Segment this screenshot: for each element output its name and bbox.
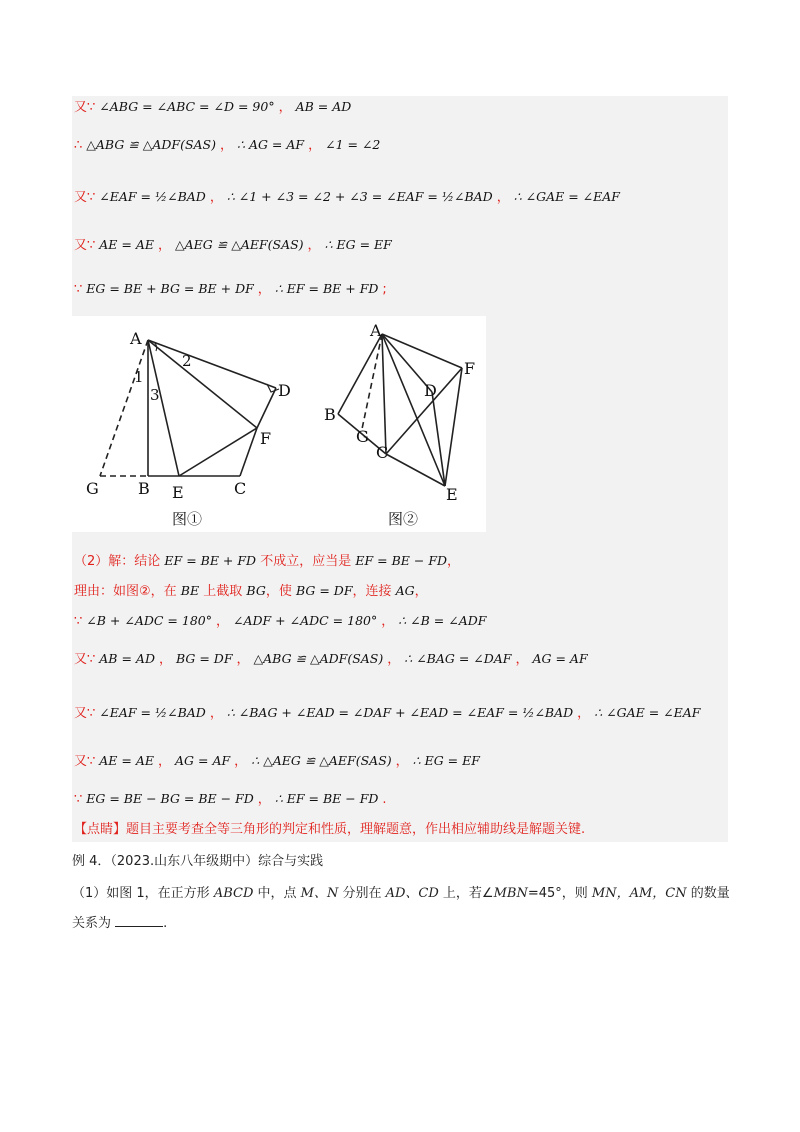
- math-expression: ∠EAF = ½∠BAD: [99, 189, 206, 204]
- part1-line: 又∵ ∠ABG = ∠ABC = ∠D = 90° ， AB = AD: [74, 99, 352, 115]
- math-expression: ∠1 = ∠2: [325, 137, 381, 152]
- fig1-label-G: G: [86, 479, 99, 498]
- part2-line: ∵ EG = BE − BG = BE − FD ， ∴ EF = BE − FD .: [74, 791, 387, 807]
- fig1-label-F: F: [260, 429, 272, 448]
- fig2-label-E: E: [446, 485, 458, 504]
- part1-line: ∴ △ABG ≌ △ADF(SAS) ， ∴ AG = AF ， ∠1 = ∠2: [74, 137, 381, 153]
- line-end: ;: [382, 282, 387, 297]
- example-title: 例 4．（2023.山东八年级期中）综合与实践: [72, 854, 324, 869]
- fig2-caption: 图②: [388, 510, 419, 528]
- math-expression: ∴ ∠GAE = ∠EAF: [513, 189, 620, 204]
- part2-reason: 理由：如图②，在 BE 上截取 BG，使 BG = DF，连接 AG，: [74, 583, 428, 599]
- reason-prefix: 又∵: [74, 652, 96, 667]
- math-expression: AE = AE: [99, 237, 155, 252]
- math-expression: AG = AF: [175, 753, 231, 768]
- fig1-label-B: B: [138, 479, 150, 498]
- reason-prefix: ∴: [74, 138, 83, 153]
- math-expression: EG = BE − BG = BE − FD: [86, 791, 254, 806]
- part2-line: ∵ ∠B + ∠ADC = 180° ， ∠ADF + ∠ADC = 180° ， ∴ ∠B = ∠ADF: [74, 613, 487, 629]
- fig2-label-A: A: [370, 321, 382, 340]
- fig1-caption: 图①: [172, 510, 203, 528]
- reason-prefix: 又∵: [74, 754, 96, 769]
- math-expression: △ABG ≌ △ADF(SAS): [253, 651, 384, 666]
- part2-intro: （2）解：结论 EF = BE + FD 不成立，应当是 EF = BE − FD，: [74, 553, 461, 569]
- part1-line: 又∵ AE = AE ， △AEG ≌ △AEF(SAS) ， ∴ EG = EF: [74, 237, 392, 253]
- fig1-label-D: D: [278, 381, 291, 400]
- math-expression: ∴ EG = EF: [324, 237, 392, 252]
- fig1-label-C: C: [234, 479, 247, 498]
- reason-prefix: 又∵: [74, 190, 96, 205]
- example-question-1-line2: 关系为 .: [72, 916, 168, 931]
- fig1-label-1: 1: [134, 368, 144, 386]
- fig2-label-C: C: [376, 443, 389, 462]
- figure-svg: [72, 316, 486, 532]
- example-question-1: （1）如图 1，在正方形 ABCD 中，点 M、N 分别在 AD、CD 上，若∠MBN=45°，则 MN，AM，CN 的数量: [72, 886, 730, 901]
- part2-line: 又∵ AE = AE ， AG = AF ， ∴ △AEG ≌ △AEF(SAS) ， ∴ EG = EF: [74, 753, 480, 769]
- math-expression: ∴ ∠1 + ∠3 = ∠2 + ∠3 = ∠EAF = ½∠BAD: [226, 189, 493, 204]
- math-expression: AE = AE: [99, 753, 155, 768]
- math-expression: ∴ △AEG ≌ △AEF(SAS): [251, 753, 392, 768]
- math-expression: EG = BE + BG = BE + DF: [86, 281, 254, 296]
- math-expression: ∠B + ∠ADC = 180°: [86, 613, 212, 628]
- math-expression: ∴ ∠B = ∠ADF: [398, 613, 487, 628]
- reason-prefix: ∵: [74, 614, 83, 629]
- fig1-label-A: A: [130, 329, 142, 348]
- math-expression: AB = AD: [99, 651, 155, 666]
- math-expression: △AEG ≌ △AEF(SAS): [175, 237, 304, 252]
- reason-prefix: ∵: [74, 282, 83, 297]
- part2-line: 又∵ ∠EAF = ½∠BAD ， ∴ ∠BAG + ∠EAD = ∠DAF + ∠EAD = ∠EAF = ½∠BAD ， ∴ ∠GAE = ∠EAF: [74, 705, 701, 721]
- part1-line: 又∵ ∠EAF = ½∠BAD ， ∴ ∠1 + ∠3 = ∠2 + ∠3 = ∠EAF = ½∠BAD ， ∴ ∠GAE = ∠EAF: [74, 189, 620, 205]
- reason-prefix: ∵: [74, 792, 83, 807]
- math-expression: ∴ EF = BE + FD: [274, 281, 379, 296]
- math-expression: AB = AD: [295, 99, 352, 114]
- reason-prefix: 又∵: [74, 238, 96, 253]
- line-end: .: [382, 792, 387, 807]
- math-expression: ∠EAF = ½∠BAD: [99, 705, 206, 720]
- fig2-label-G: G: [356, 427, 369, 446]
- math-expression: ∴ ∠BAG + ∠EAD = ∠DAF + ∠EAD = ∠EAF = ½∠BAD: [226, 705, 574, 720]
- fig2-label-D: D: [424, 381, 437, 400]
- answer-blank[interactable]: [115, 914, 163, 927]
- math-expression: △ABG ≌ △ADF(SAS): [86, 137, 216, 152]
- math-expression: ∴ AG = AF: [237, 137, 305, 152]
- math-expression: AG = AF: [532, 651, 588, 666]
- part1-line: ∵ EG = BE + BG = BE + DF ， ∴ EF = BE + FD ;: [74, 281, 387, 297]
- fig1-label-3: 3: [150, 386, 160, 404]
- math-expression: ∠ABG = ∠ABC = ∠D = 90°: [99, 99, 275, 114]
- reason-prefix: 又∵: [74, 706, 96, 721]
- math-expression: ∴ EF = BE − FD: [274, 791, 379, 806]
- fig2-label-F: F: [464, 359, 476, 378]
- fig1-label-2: 2: [182, 352, 192, 370]
- fig1-label-E: E: [172, 483, 184, 502]
- key-point-comment: 【点睛】题目主要考查全等三角形的判定和性质，理解题意，作出相应辅助线是解题关键.: [74, 822, 586, 837]
- math-expression: ∠ADF + ∠ADC = 180°: [233, 613, 378, 628]
- math-expression: ∴ ∠BAG = ∠DAF: [404, 651, 512, 666]
- math-expression: BG = DF: [175, 651, 233, 666]
- fig2-label-B: B: [324, 405, 336, 424]
- part2-line: 又∵ AB = AD ， BG = DF ， △ABG ≌ △ADF(SAS) ， ∴ ∠BAG = ∠DAF ， AG = AF: [74, 651, 588, 667]
- math-expression: ∴ EG = EF: [412, 753, 480, 768]
- geometry-figure: [72, 316, 486, 532]
- reason-prefix: 又∵: [74, 100, 96, 115]
- math-expression: ∴ ∠GAE = ∠EAF: [594, 705, 701, 720]
